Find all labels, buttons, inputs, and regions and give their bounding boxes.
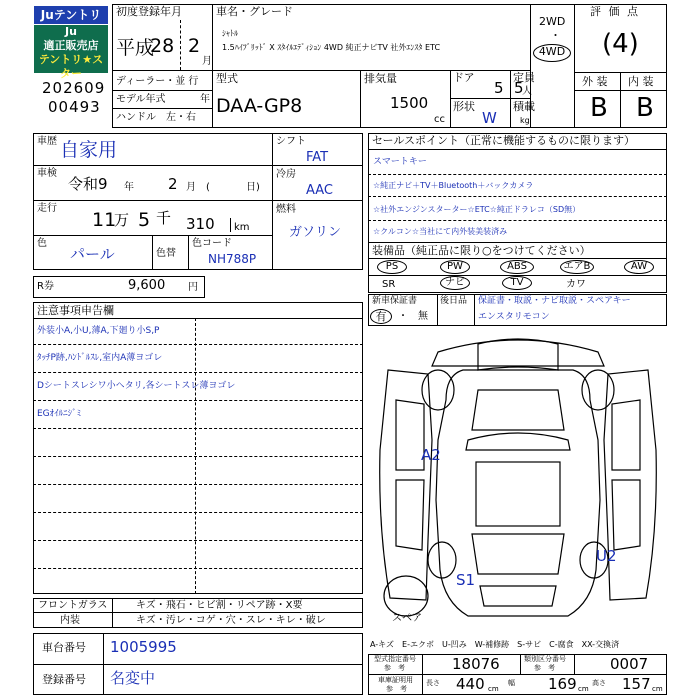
aftermarket-value1: 保証書・取説・ナビ取説・スペアキー (478, 296, 631, 306)
equip-sr: SR (382, 279, 396, 290)
shape-value: W (482, 109, 497, 127)
inspection-day-open: ( (206, 182, 210, 193)
interior-check-value: キズ・汚レ・コゲ・穴・スレ・キレ・破レ (136, 615, 326, 626)
interior-grade: B (636, 93, 654, 123)
load-unit: kg (520, 116, 530, 125)
mileage-label: 走行 (37, 203, 57, 214)
registration-era: 平成 (116, 37, 155, 59)
damage-legend: A-キズ E-エクボ U-凹み W-補修跡 S-サビ C-腐食 XX-交換済 (370, 640, 620, 649)
mileage-man-unit: 万 (114, 211, 130, 229)
inspection-era: 令和9 (68, 175, 108, 193)
mileage-unit: km (234, 222, 250, 233)
car-grade: 1.5ﾊｲﾌﾞﾘｯﾄﾞ X ｽﾀｲﾙｴﾃﾞｨｼｮﾝ 4WD 純正ナビTV 社外ｴﾝｽﾀ ETC (222, 43, 441, 52)
car-name-label: 車名・グレード (216, 5, 293, 18)
dims-label: 車庫証明用 (378, 676, 413, 684)
equip-navi: ナビ (440, 276, 470, 290)
recycle-box (33, 276, 205, 298)
height-value: 157 (622, 675, 651, 693)
equipment-label: 装備品（純正品に限り○をつけてください） (372, 244, 591, 257)
shift-label: シフト (276, 136, 306, 147)
interior-check-label: 内装 (60, 615, 80, 626)
inspection-day-unit: 日) (246, 182, 260, 193)
ac-label: 冷房 (276, 169, 296, 180)
sales-item-3: ☆社外エンジンスターター☆ETC☆純正ドラレコ（SD無） (373, 205, 581, 214)
engine-label: 排気量 (364, 72, 397, 85)
logo-line3: テントリ★スター (38, 53, 104, 80)
ac-value: AAC (306, 183, 333, 198)
car-diagram (368, 330, 668, 636)
spare-label: スペア (392, 613, 422, 624)
glass-label: フロントガラス (38, 600, 108, 611)
note-4: EGｵｲﾙﾆｼﾞﾐ (37, 409, 82, 419)
recycle-label: R券 (37, 281, 54, 292)
rating-label: 評 価 点 (590, 5, 640, 18)
history-value: 自家用 (60, 139, 118, 161)
shift-value: FAT (306, 150, 329, 165)
model-year-label: モデル年式 (116, 94, 166, 105)
sales-item-4: ☆クルコン☆当社にて内外装美装済み (373, 227, 508, 236)
width-label: 幅 (508, 679, 515, 687)
engine-unit: cc (434, 114, 445, 125)
sales-item-1: スマートキー (373, 157, 427, 167)
mileage-man: 11 (92, 209, 117, 231)
equip-ps: PS (377, 260, 407, 274)
class-no-label2: 参 考 (534, 664, 555, 672)
height-unit: cm (652, 685, 663, 693)
history-label: 車歴 (37, 136, 57, 147)
sales-item-2: ☆純正ナビ＋TV＋Bluetooth＋バックカメラ (373, 181, 534, 190)
equip-pw: PW (440, 260, 470, 274)
rating-score: (4) (602, 29, 639, 59)
fuel-value: ガソリン (289, 225, 342, 240)
logo-line1: Ju (65, 25, 77, 38)
logo-line2: 適正販売店 (43, 39, 99, 52)
diagram-mark-a2: A2 (421, 446, 441, 464)
type-no-label2: 参 考 (384, 664, 405, 672)
exterior-grade: B (590, 93, 608, 123)
shape-label: 形状 (453, 100, 475, 113)
drive-dot: ・ (550, 29, 561, 42)
chassis-label: 車台番号 (42, 641, 86, 654)
reg-number-value: 名変中 (110, 669, 156, 687)
inspection-year-unit: 年 (124, 182, 134, 193)
drive-2wd: 2WD (539, 15, 566, 28)
warranty-no: 無 (418, 311, 428, 322)
mileage-sen-unit: 千 (156, 209, 172, 227)
notes-frame (33, 302, 363, 594)
model-label: 型式 (216, 72, 238, 85)
load-label: 積載 (513, 100, 535, 113)
equip-abs: ABS (500, 260, 534, 274)
color-label: 色 (37, 238, 47, 249)
aftermarket-label: 後日品 (440, 296, 468, 306)
drive-4wd: 4WD (533, 44, 571, 62)
height-label: 高さ (592, 679, 606, 687)
handle-label: ハンドル 左・右 (116, 112, 196, 123)
dims-label2: 参 考 (386, 685, 407, 693)
note-1: 外装小A,小U,薄A,下廻り小S,P (37, 326, 160, 336)
class-no-value: 0007 (610, 655, 649, 673)
model-year-unit: 年 (200, 94, 210, 105)
length-unit: cm (488, 685, 499, 693)
color-value: パール (70, 245, 115, 263)
class-no-label: 類別区分番号 (524, 655, 566, 663)
mileage-hyaku: 310 (186, 215, 215, 233)
equip-aw: AW (624, 260, 654, 274)
width-value: 169 (548, 675, 577, 693)
notes-label: 注意事項申告欄 (37, 304, 114, 317)
inspection-month: 2 (168, 175, 178, 193)
equip-leather: カワ (566, 279, 586, 290)
equip-airbag: エアB (560, 260, 594, 274)
recycle-unit: 円 (188, 282, 198, 293)
equip-tv: TV (502, 276, 532, 290)
logo-badge (34, 25, 108, 80)
type-no-value: 18076 (452, 655, 500, 673)
sales-label: セールスポイント（正常に機能するものに限ります） (372, 134, 636, 147)
diagram-mark-u2: U2 (596, 547, 617, 565)
capacity-unit: 人 (522, 86, 532, 97)
doors-label: ドア (453, 71, 475, 84)
fuel-label: 燃料 (276, 204, 296, 215)
engine-value: 1500 (390, 94, 429, 112)
registration-label: 初度登録年月 (116, 5, 182, 18)
interior-label: 内 装 (628, 75, 654, 88)
width-unit: cm (578, 685, 589, 693)
model-value: DAA-GP8 (216, 95, 303, 117)
car-maker: ｼｬﾄﾙ (222, 29, 238, 38)
type-no-label: 型式指定番号 (374, 655, 416, 663)
color-code-label: 色コード (192, 238, 232, 249)
chassis-value: 1005995 (110, 638, 177, 656)
capacity-value: 5 (514, 79, 524, 97)
registration-month-unit: 月 (202, 56, 212, 67)
registration-year: 28 (150, 35, 175, 57)
code2: 00493 (48, 98, 101, 116)
color-change-label: 色替 (156, 248, 176, 259)
code1: 202609 (42, 79, 106, 97)
mileage-sen: 5 (138, 209, 151, 231)
note-3: Dシートスレシワ小ヘタリ,各シートスレ薄ヨゴレ (37, 381, 236, 391)
registration-month: 2 (188, 35, 201, 57)
logo-banner: Juテントリ (34, 6, 108, 24)
warranty-yes: 有 (370, 309, 392, 324)
reg-number-label: 登録番号 (42, 673, 86, 686)
note-2: ﾀｯﾁP跡,ﾊﾝﾄﾞﾙｽﾚ,室内A薄ヨゴレ (37, 353, 163, 363)
inspection-label: 車検 (37, 168, 57, 179)
length-value: 440 (456, 675, 485, 693)
glass-value: キズ・飛石・ヒビ割・リペア跡・X要 (136, 600, 303, 611)
recycle-value: 9,600 (128, 278, 166, 293)
exterior-label: 外 装 (582, 75, 608, 88)
inspection-month-unit: 月 (186, 182, 196, 193)
color-code: NH788P (208, 252, 257, 266)
warranty-label: 新車保証書 (372, 296, 418, 306)
length-label: 長さ (426, 679, 440, 687)
dealer-label: ディーラー・並 行 (116, 76, 199, 87)
capacity-label: 定員 (513, 71, 535, 84)
aftermarket-value2: エンスタリモコン (478, 312, 550, 322)
diagram-mark-s1: S1 (456, 571, 476, 589)
warranty-dot: ・ (398, 311, 408, 322)
doors-value: 5 (494, 79, 504, 97)
